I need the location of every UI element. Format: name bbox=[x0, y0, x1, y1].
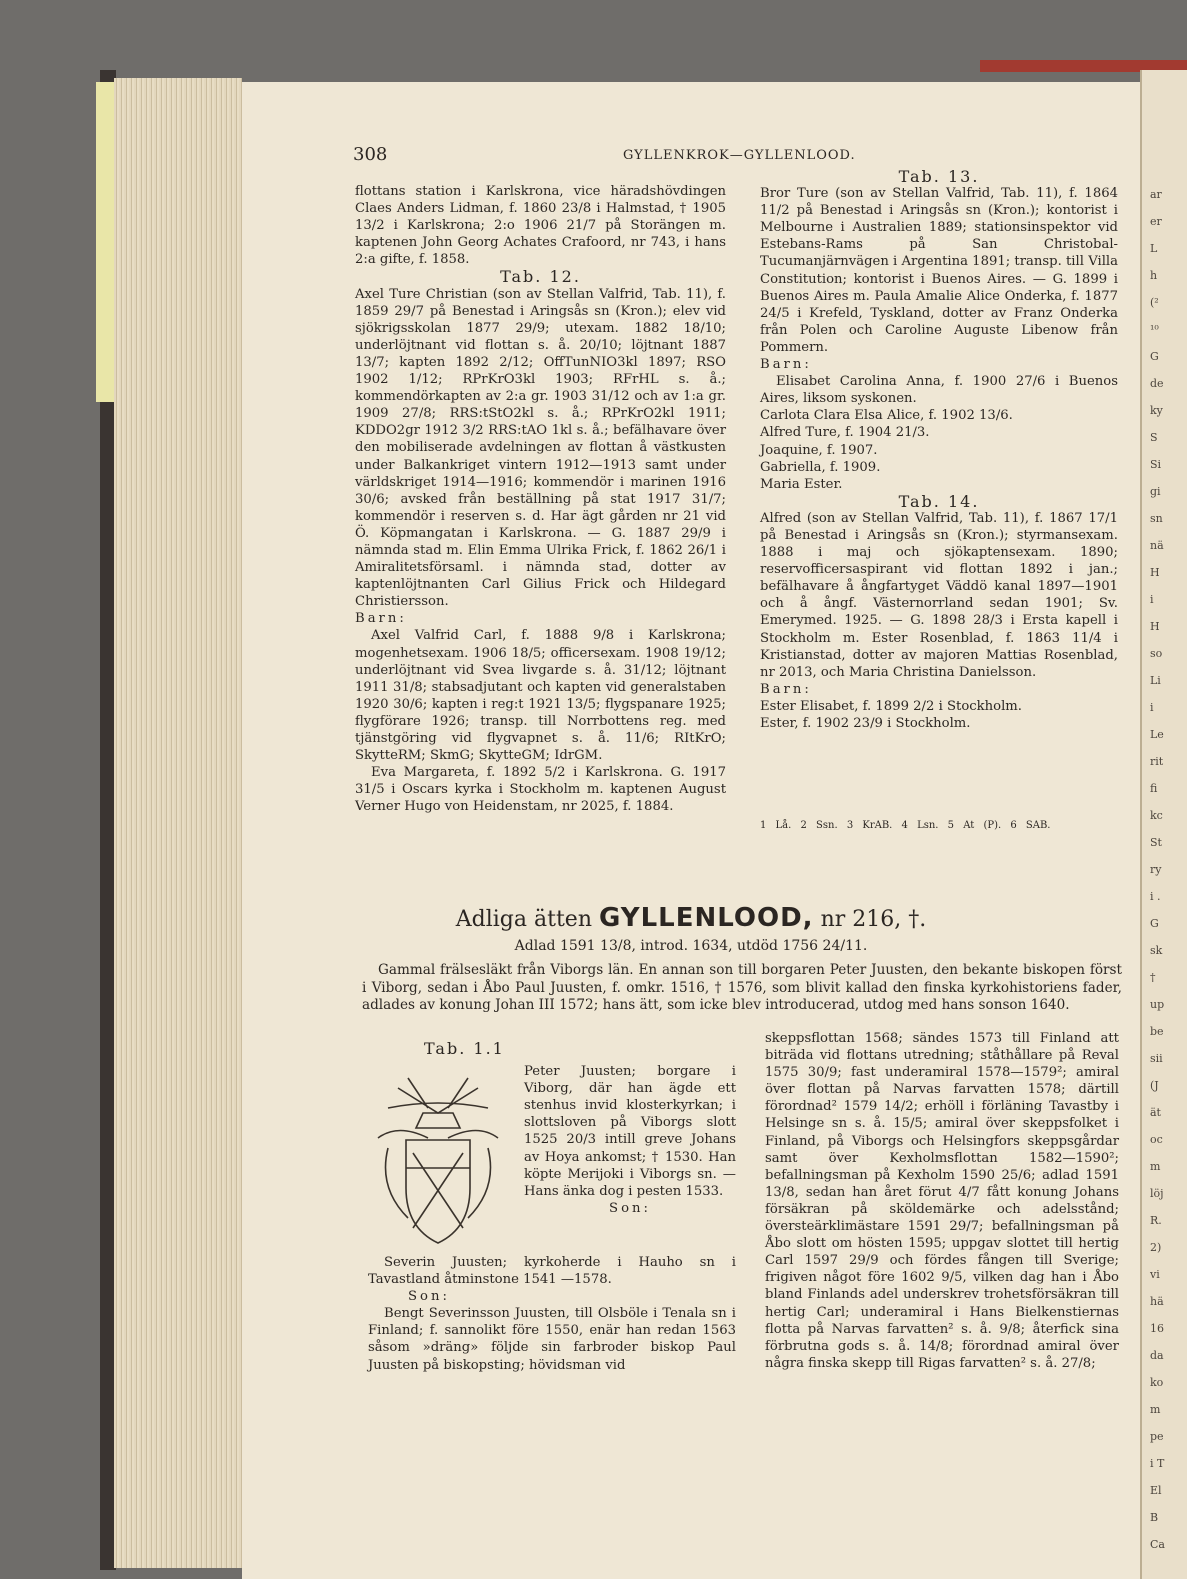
next-page-text: löj bbox=[1150, 1187, 1164, 1200]
next-page-text: de bbox=[1150, 377, 1164, 390]
next-page-text: B bbox=[1150, 1511, 1159, 1524]
page-number: 308 bbox=[353, 144, 388, 165]
next-page-text: gi bbox=[1150, 485, 1161, 498]
next-page-text: ry bbox=[1150, 863, 1162, 876]
family-title-prefix: Adliga ätten bbox=[455, 907, 592, 932]
next-page-text: i . bbox=[1150, 890, 1161, 903]
next-page-text: i bbox=[1150, 701, 1154, 714]
next-page-text: sn bbox=[1150, 512, 1163, 525]
next-page-fragment bbox=[1140, 70, 1187, 1579]
next-page-text: (J bbox=[1150, 1079, 1159, 1092]
right-barn-11: Barn: bbox=[760, 681, 812, 697]
bottom-left-upper bbox=[424, 1039, 736, 1217]
right-text-12: Ester Elisabet, f. 1899 2/2 i Stockholm. bbox=[760, 698, 1022, 714]
next-page-text: m bbox=[1150, 1160, 1161, 1173]
next-page-text: pe bbox=[1150, 1430, 1164, 1443]
right-text-8: Maria Ester. bbox=[760, 476, 843, 492]
next-page-text: ät bbox=[1150, 1106, 1161, 1119]
next-page-text: Si bbox=[1150, 458, 1162, 471]
family-title bbox=[242, 903, 1140, 933]
next-page-text: G bbox=[1150, 917, 1159, 930]
next-page-text: kc bbox=[1150, 809, 1163, 822]
next-page-text: ko bbox=[1150, 1376, 1164, 1389]
right-text-13: Ester, f. 1902 23/9 i Stockholm. bbox=[760, 716, 971, 731]
next-page-text: ky bbox=[1150, 404, 1163, 417]
next-page-text: L bbox=[1150, 242, 1158, 255]
bengt-juusten-entry: Bengt Severinsson Juusten, till Olsböle i Tenala sn i Finland; f. sannolikt före 1550, enär han redan 1563 såsom »dräng» följde sin farbroder biskop Paul Juusten på biskopsting; hövidsman vid bbox=[368, 1306, 736, 1373]
bengt-juusten-continued: skeppsflottan 1568; sändes 1573 till Finland att biträda vid flottans utredning; ståthållare på Reval 1575 30/9; fast underamiral 1578—1579²; amiral över flottan på Narvas farvatten 1578; därtill förordnad² 1579 14/2; erhöll i förläning Tavastby i Helsinge sn s. å. 15/5; amiral över skeppsfolket i Finland, på Viborgs och Helsingfors skeppsgårdar samt över Kexholmsflottan 1582—1590²; befallningsman på Kexholm 1590 25/6; adlad 1591 13/8, sedan han året förut 4/7 fått konung Johans försäkran på sköldemärke och adelsstånd; översteärklimästare 1591 29/7; befallningsman på Åbo slott om hösten 1595; uppgav slottet till hertig Carl 1597 29/9 och fördes fången till Sverige; frigiven något före 1602 9/5, vilken dag han i Åbo bland Finlands adel underskrev trohetsförsäkran till hertig Carl; underamiral i Hans Bielkenstiernas flotta på Narvas farvatten² s. å. 9/8; återfick sina förbrutna gods s. å. 14/8; förordnad amiral över några finska skepp till Rigas farvatten² s. å. 27/8; bbox=[765, 1031, 1119, 1371]
next-page-text: Li bbox=[1150, 674, 1161, 687]
right-text-10: Alfred (son av Stellan Valfrid, Tab. 11), f. 1867 17/1 på Benestad i Aringsås sn (Kron.); styrmansexam. 1888 i maj och sjökaptensexam. 1890; reservofficersaspirant vid flottan 1892 i jan.; befälhavare å ångfartyget Väddö kanal 1897—1901 och å ångf. Västernorrland sedan 1901; Sv. Emerymed. 1925. — G. 1898 28/3 i Ersta kapell i Stockholm m. Ester Rosenblad, f. 1863 11/4 i Kristianstad, dotter av majoren Mattias Rosenblad, nr 2013, och Maria Christina Danielsson. bbox=[760, 510, 1118, 680]
next-page-text: R. bbox=[1150, 1214, 1162, 1227]
right-text-7: Gabriella, f. 1909. bbox=[760, 459, 881, 475]
right-barn-2: Barn: bbox=[760, 357, 812, 373]
left-text-5: Eva Margareta, f. 1892 5/2 i Karlskrona. G. 1917 31/5 i Oscars kyrka i Stockholm m. kaptenen August Verner Hugo von Heidenstam, nr 2025, f. 1884. bbox=[355, 765, 726, 815]
peter-juusten-entry: Peter Juusten; borgare i Viborg, där han ägde ett stenhus invid klosterkyrkan; i slottsloven på Viborgs slott 1525 20/3 intill greve Johans av Hoya ankomst; † 1530. Han köpte Merijoki i Viborgs sn. — Hans änka dog i pesten 1533. bbox=[524, 1064, 736, 1199]
ennobled-line: Adlad 1591 13/8, introd. 1634, utdöd 1756 24/11. bbox=[514, 938, 868, 954]
coat-of-arms-icon bbox=[368, 1068, 508, 1250]
son-label: Son: bbox=[609, 1200, 651, 1216]
next-page-text: i bbox=[1150, 593, 1154, 606]
right-text-3: Elisabet Carolina Anna, f. 1900 27/6 i Buenos Aires, liksom syskonen. bbox=[760, 374, 1118, 407]
next-page-text: (² bbox=[1150, 296, 1159, 309]
left-tab-1: Tab. 12. bbox=[500, 267, 581, 287]
left-text-2: Axel Ture Christian (son av Stellan Valfrid, Tab. 11), f. 1859 29/7 på Benestad i Aringsås sn (Kron.); elev vid sjökrigsskolan 1877 29/9; utexam. 1882 18/10; underlöjtnant vid flottan s. å. 20/10; löjtnant 1887 13/7; kapten 1892 2/12; OffTunNIO3kl 1897; RSO 1902 1/12; RPrKrO3kl 1903; RFrHL s. å.; kommendörkapten av 2:a gr. 1903 31/12 och av 1:a gr. 1909 27/8; RRS:tStO2kl s. å.; RPrKrO2kl 1911; KDDO2gr 1912 3/2 RRS:tAO 1kl s. å.; befälhavare över den mobiliserade avdelningen av flottan å västkusten under Balkankriget vintern 1912—1913 samt under världskriget 1914—1916; kommendör i marinen 1916 30/6; avsked från beställning på stat 1917 31/7; kommendör i reserven s. d. Har ägt gården nr 21 vid Ö. Köpmangatan i Karlskrona. — G. 1887 29/9 i nämnda stad m. Elin Emma Ulrika Frick, f. 1862 26/1 i Amiralitetsförsaml. i nämnda stad, dotter av kaptenlöjtnanten Carl Gilius Frick och Hildegard Christiersson. bbox=[355, 286, 726, 610]
bottom-left-lower bbox=[368, 1254, 736, 1374]
next-page-text: hä bbox=[1150, 1295, 1164, 1308]
next-page-text: m bbox=[1150, 1403, 1161, 1416]
next-page-text: oc bbox=[1150, 1133, 1163, 1146]
next-page-text: fi bbox=[1150, 782, 1158, 795]
next-page-text: G bbox=[1150, 350, 1159, 363]
left-text-0: flottans station i Karlskrona, vice häradshövdingen Claes Anders Lidman, f. 1860 23/8 i Halmstad, † 1905 13/2 i Karlskrona; 2:o 1906 21/7 på Storängen m. kaptenen John Georg Achates Crafoord, nr 743, i hans 2:a gifte, f. 1858. bbox=[355, 184, 726, 268]
next-page-text: H bbox=[1150, 566, 1160, 579]
next-page-text: Le bbox=[1150, 728, 1164, 741]
next-page-text: i T bbox=[1150, 1457, 1165, 1470]
next-page-text: be bbox=[1150, 1025, 1164, 1038]
family-title-suffix: nr 216, †. bbox=[820, 907, 927, 932]
next-page-text: St bbox=[1150, 836, 1162, 849]
right-text-4: Carlota Clara Elsa Alice, f. 1902 13/6. bbox=[760, 408, 1013, 424]
left-barn-3: Barn: bbox=[355, 611, 407, 627]
right-column bbox=[760, 168, 1118, 732]
next-page-text: rit bbox=[1150, 755, 1164, 768]
next-page-text: H bbox=[1150, 620, 1160, 633]
next-page-text: er bbox=[1150, 215, 1162, 228]
next-page-text: El bbox=[1150, 1484, 1162, 1497]
family-intro: Gammal frälsesläkt från Viborgs län. En annan son till borgaren Peter Juusten, den bekante biskopen först i Viborg, sedan i Åbo Paul Juusten, f. omkr. 1516, † 1576, som blivit kallad den finska kyrkohistoriens fader, adlades av konung Johan III 1572; hans ätt, som icke blev introducerad, utdog med hans sonson 1640. bbox=[362, 962, 1122, 1014]
family-title-name: GYLLENLOOD, bbox=[599, 903, 814, 933]
severin-juusten-entry: Severin Juusten; kyrkoherde i Hauho sn i Tavastland åtminstone 1541 —1578. bbox=[368, 1255, 736, 1288]
next-page-text: 16 bbox=[1150, 1322, 1164, 1335]
right-text-1: Bror Ture (son av Stellan Valfrid, Tab. 11), f. 1864 11/2 på Benestad i Aringsås sn (Kron.); kontorist i Melbourne i Australien 1889; stationsinspektor vid Estebans-Rams på San Christobal-Tucumanjärnvägen i Argentina 1891; transp. till Villa Constitution; kontorist i Buenos Aires. — G. 1899 i Buenos Aires m. Paula Amalie Alice Onderka, f. 1877 24/5 i Krefeld, Tyskland, dotter av Franz Onderka från Polen och Caroline Auguste Libenow från Pommern. bbox=[760, 186, 1118, 355]
next-page-text: da bbox=[1150, 1349, 1164, 1362]
next-page-text: up bbox=[1150, 998, 1165, 1011]
tab-1-heading: Tab. 1.1 bbox=[424, 1039, 505, 1058]
left-text-4: Axel Valfrid Carl, f. 1888 9/8 i Karlskrona; mogenhetsexam. 1906 18/5; officersexam. 1908 19/12; underlöjtnant vid Svea livgarde s. å. 31/12; löjtnant 1911 31/8; stabsadjutant och kapten vid generalstaben 1920 30/6; kapten i reg:t 1921 13/5; flygspanare 1925; flygförare 1926; transp. till Norrbottens reg. med tjänstgöring vid flygvapnet s. å. 11/6; RItKrO; SkytteRM; SkmG; SkytteGM; IdrGM. bbox=[355, 628, 726, 764]
right-text-6: Joaquine, f. 1907. bbox=[760, 442, 878, 458]
next-page-text: vi bbox=[1150, 1268, 1160, 1281]
son-label-2: Son: bbox=[408, 1289, 450, 1305]
left-column bbox=[355, 183, 726, 815]
running-head: GYLLENKROK—GYLLENLOOD. bbox=[623, 148, 856, 163]
next-page-text: ar bbox=[1150, 188, 1162, 201]
right-text-5: Alfred Ture, f. 1904 21/3. bbox=[760, 425, 930, 441]
next-page-text: h bbox=[1150, 269, 1158, 282]
right-tab-0: Tab. 13. bbox=[898, 167, 980, 186]
next-page-text: Ca bbox=[1150, 1538, 1165, 1551]
bottom-right-column bbox=[765, 1030, 1119, 1372]
footnotes: 1 Lå. 2 Ssn. 3 KrAB. 4 Lsn. 5 At (P). 6 SAB. bbox=[760, 820, 1051, 831]
next-page-text: nä bbox=[1150, 539, 1164, 552]
next-page-text: sk bbox=[1150, 944, 1163, 957]
next-page-text: so bbox=[1150, 647, 1163, 660]
next-page-text: ¹⁰ bbox=[1150, 323, 1159, 336]
next-page-text: S bbox=[1150, 431, 1158, 444]
right-tab-9: Tab. 14. bbox=[898, 491, 980, 511]
next-page-text: sii bbox=[1150, 1052, 1163, 1065]
next-page-text: † bbox=[1150, 971, 1156, 984]
page-edges bbox=[114, 78, 242, 1568]
next-page-text: 2) bbox=[1150, 1241, 1162, 1254]
